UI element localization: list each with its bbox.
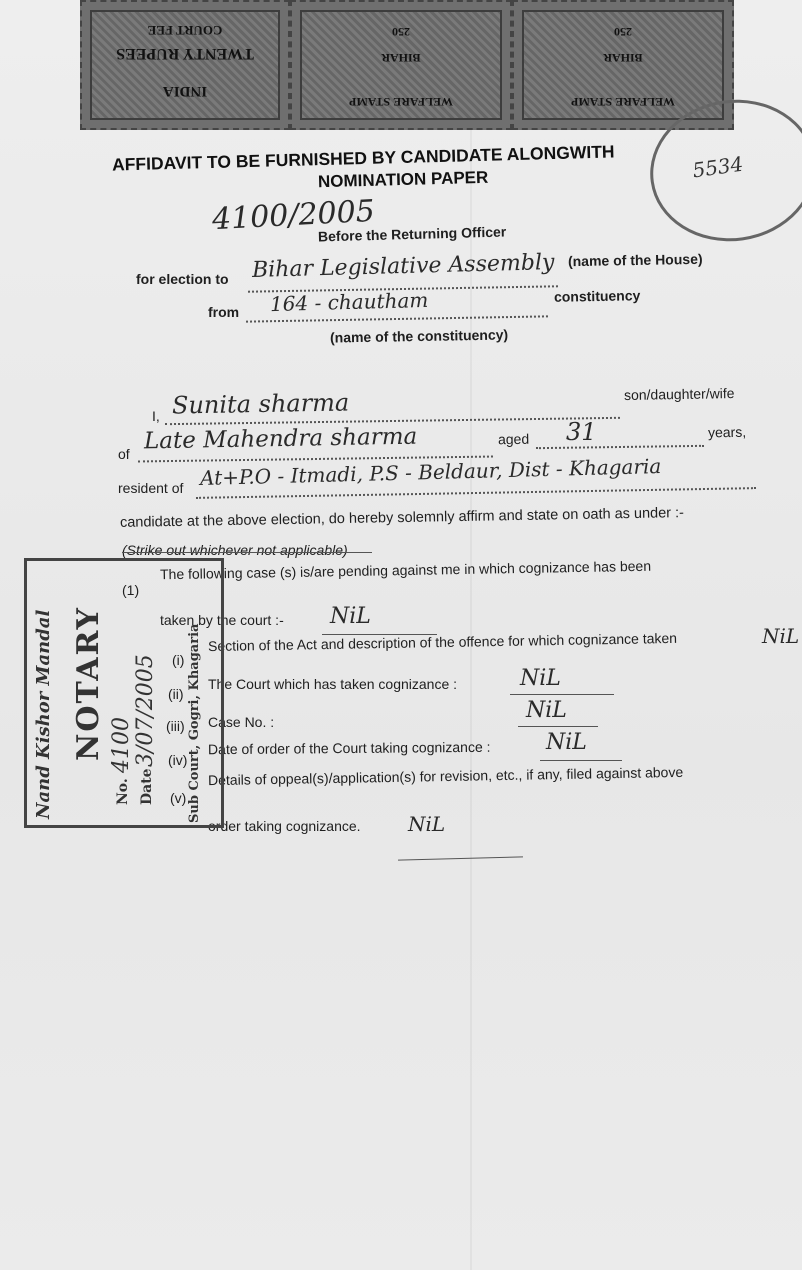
address-value: At+P.O - Itmadi, P.S - Beldaur, Dist - Khagaria [199, 453, 662, 491]
stamp-line: INDIA [162, 83, 208, 99]
stamp-line: BIHAR [603, 51, 643, 65]
from-label: from [208, 304, 240, 320]
returning-officer-heading: Before the Returning Officer [317, 223, 507, 245]
item-iii-value: NiL [526, 698, 567, 723]
item1-value: NiL [330, 604, 371, 629]
item-number: (i) [172, 652, 185, 668]
constituency-value: 164 - chautham [269, 287, 429, 317]
item-number: (iv) [168, 752, 188, 768]
stamp-line: WELFARE STAMP [349, 95, 453, 109]
resident-label: resident of [118, 480, 184, 496]
candidate-name-value: Sunita sharma [171, 388, 350, 420]
stamp-line: 250 [392, 25, 410, 39]
father-name-value: Late Mahendra sharma [143, 423, 418, 455]
court-fee-stamp [80, 0, 290, 130]
item-number: (ii) [168, 686, 184, 702]
item-i-text: Section of the Act and description of the offence for which cognizance taken [207, 629, 678, 655]
item-v-text: Details of oppeal(s)/application(s) for revision, etc., if any, filed against above [207, 763, 684, 789]
house-label: (name of the House) [567, 250, 703, 270]
notary-name: Nand Kishor Mandal [33, 609, 54, 819]
stamp-line: BIHAR [381, 51, 421, 65]
welfare-stamp [290, 0, 512, 130]
of-label: of [118, 446, 130, 462]
stamp-line: WELFARE STAMP [571, 95, 675, 109]
item-iii-text: Case No. : [208, 714, 275, 730]
candidate-statement: candidate at the above election, do hereby solemnly affirm and state on oath as under :- [119, 505, 685, 531]
item-iv-value: NiL [546, 730, 587, 755]
item-i-value: NiL [762, 624, 800, 648]
item-number: (1) [122, 582, 140, 598]
years-label: years, [707, 423, 747, 441]
notary-no-label: No. [115, 778, 131, 805]
item-v-value: NiL [408, 812, 446, 836]
stamp-line: COURT FEE [147, 23, 223, 38]
notary-court: Sub Court, Gogri, Khagaria [187, 623, 202, 823]
file-number: 4100/2005 [211, 193, 376, 238]
stamp-line: TWENTY RUPEES [116, 45, 254, 62]
age-value: 31 [566, 418, 597, 446]
item-number: (v) [170, 790, 187, 806]
notary-date-label: Date [139, 768, 155, 805]
notary-stamp [24, 558, 224, 828]
item-ii-value: NiL [520, 666, 561, 691]
election-label: for election to [136, 271, 229, 287]
item1-text2: taken by the court :- [160, 612, 284, 628]
constituency-label: constituency [553, 287, 641, 305]
relation-label: son/daughter/wife [623, 385, 735, 403]
item-ii-text: The Court which has taken cognizance : [208, 676, 458, 692]
document-title: AFFIDAVIT TO BE FURNISHED BY CANDIDATE ALONGWITH [111, 141, 615, 175]
seal-code: 5534 [690, 151, 745, 183]
constituency-note: (name of the constituency) [329, 326, 509, 346]
item-iv-text: Date of order of the Court taking cognizance : [207, 738, 491, 758]
notary-no-value: 4100 [109, 717, 134, 773]
item1-text: The following case (s) is/are pending against me in which cognizance has been [159, 557, 652, 583]
document-title-line2: NOMINATION PAPER [317, 167, 489, 192]
stamp-line: 250 [614, 25, 632, 39]
strike-note: (Strike out whichever not applicable) [122, 542, 348, 558]
house-name-value: Bihar Legislative Assembly [251, 250, 555, 283]
item-number: (iii) [166, 718, 185, 734]
notary-title: NOTARY [71, 606, 106, 761]
notary-date-value: 3/07/2005 [133, 654, 158, 767]
aged-label: aged [497, 430, 530, 448]
i-label: I, [152, 408, 160, 424]
item-v-text2: order taking cognizance. [208, 818, 361, 834]
